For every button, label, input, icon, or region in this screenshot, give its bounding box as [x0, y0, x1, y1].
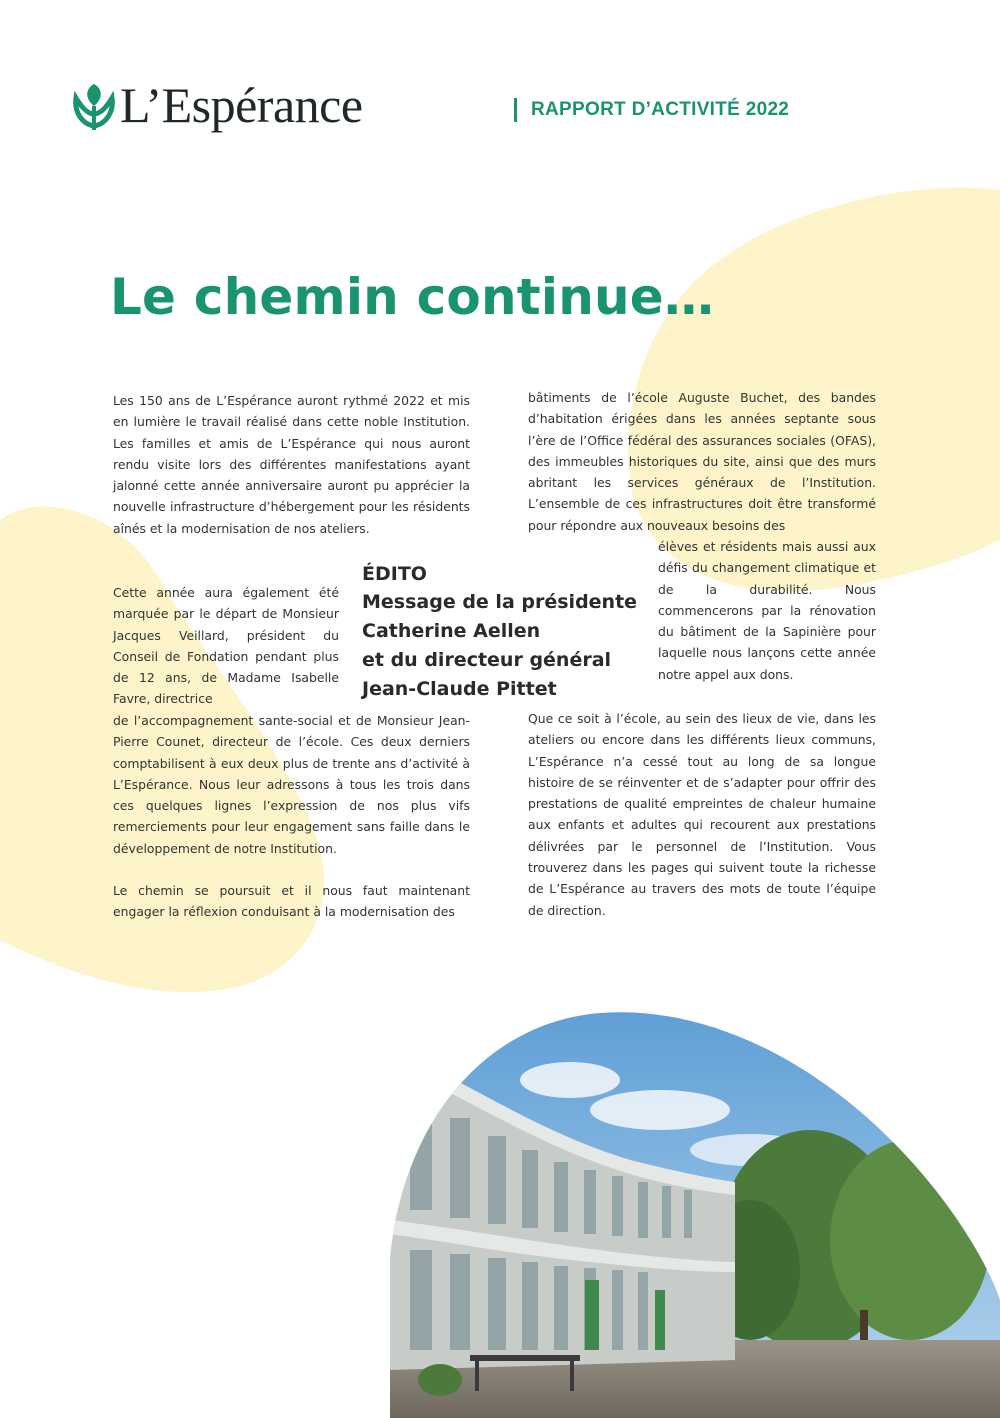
brand-logo[interactable]	[72, 78, 363, 132]
edito-line-4: Jean-Claude Pittet	[362, 678, 557, 700]
brand-name: L’Espérance	[120, 77, 363, 133]
header-divider	[514, 98, 517, 122]
building-photo	[390, 1010, 1000, 1418]
page-title: Le chemin continue…	[110, 268, 715, 326]
edito-label: ÉDITO	[362, 563, 427, 585]
body-paragraph-r1b: élèves et résidents mais aussi aux défis du changement climatique et de la durabilité. Nous commencerons par la rénovation du bâtiment de la Sapinière pour laquelle nous lançons cette année notre appel aux dons.	[658, 539, 876, 682]
body-paragraph-1: Les 150 ans de L’Espérance auront rythmé 2022 et mis en lumière le travail réalisé dans cette noble Institution. Les familles et amis de L’Espérance qui nous auront rendu visite lors des différentes manifestations ayant jalonné cette année anniversaire auront pu apprécier la nouvelle infrastructure d’hébergement pour les résidents aînés et la modernisation de nos ateliers.	[113, 393, 470, 536]
body-paragraph-3: Le chemin se poursuit et il nous faut maintenant engager la réflexion conduisant à la modernisation des	[113, 883, 470, 920]
edito-line-2: Catherine Aellen	[362, 620, 541, 642]
edito-block	[362, 560, 637, 704]
body-paragraph-r1a: bâtiments de l’école Auguste Buchet, des bandes d’habitation érigées dans les années septante sous l’ère de l’Office fédéral des assurances sociales (OFAS), des immeubles historiques du site, ainsi que des murs abritant les services généraux de l’Institution. L’ensemble de ces infrastructures doit être transformé pour répondre aux nouveaux besoins des	[528, 390, 876, 533]
leaf-seedling-icon	[72, 78, 116, 132]
edito-line-1: Message de la présidente	[362, 591, 638, 613]
body-paragraph-r2: Que ce soit à l’école, au sein des lieux de vie, dans les ateliers ou encore dans les différents lieux communs, L’Espérance n’a cessé tout au long de sa longue histoire de se réinventer et de s’adapter pour offrir des prestations de qualité empreintes de chaleur humaine aux enfants et adultes qui recourent aux prestations délivrées par le personnel de l’Institution. Vous trouverez dans les pages qui suivent toute la richesse de L’Espérance au travers des mots de toute l’équipe de direction.	[528, 711, 876, 918]
edito-line-3: et du directeur général	[362, 649, 612, 671]
body-paragraph-2a: Cette année aura également été marquée par le départ de Monsieur Jacques Veillard, président du Conseil de Fondation pendant plus de 12 ans, de Madame Isabelle Favre, directrice	[113, 585, 339, 707]
body-paragraph-2b: de l’accompagnement sante-social et de Monsieur Jean-Pierre Counet, directeur de l’école. Ces deux derniers comptabilisent à eux deux plus de trente ans d’activité à L’Espérance. Nous leur adressons à tous les trois dans ces quelques lignes l’expression de nos plus vifs remerciements pour leur engagement sans faille dans le développement de notre Institution.	[113, 713, 470, 856]
report-header	[514, 98, 789, 122]
report-label: RAPPORT D’ACTIVITÉ 2022	[531, 99, 790, 120]
